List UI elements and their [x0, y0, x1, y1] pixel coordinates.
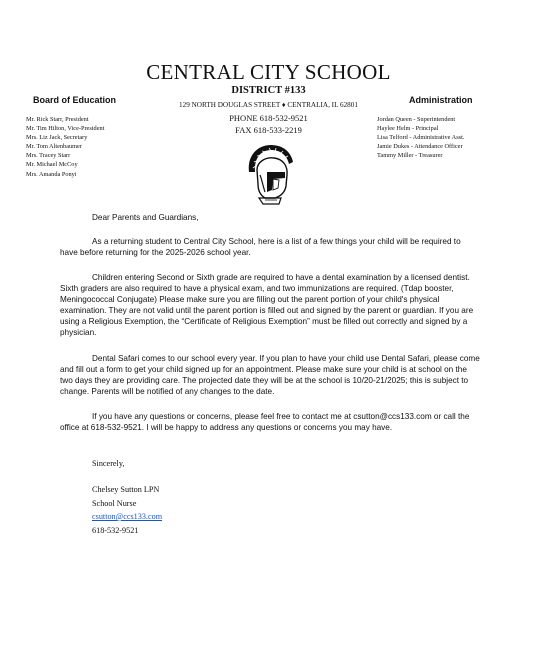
board-member: Mr. Michael McCoy	[26, 161, 78, 169]
letter-paragraph: Children entering Second or Sixth grade are required to have a dental examination by a licensed dentist. Sixth graders are also required to have a physical exam, and two immunizations are required. (Tdap booster, Meningococcal Conjugate) Please make sure you are filling out the parent portion of your child's physical examination. They are not valid until the parent portion is filled out and signed by the parent or guardian. If you are using a Religious Exemption, the “Certificate of Religious Exemption” must be filled out correctly and signed by a physician.	[60, 273, 474, 337]
board-member-list	[26, 115, 104, 179]
signature-block	[92, 483, 162, 537]
board-member: Mr. Tim Hilton, Vice-President	[26, 125, 105, 133]
signature-phone: 618-532-9521	[92, 525, 139, 535]
school-address: 129 NORTH DOUGLAS STREET ♦ CENTRALIA, IL 62801	[179, 101, 358, 109]
board-heading: Board of Education	[33, 95, 116, 105]
administration-heading: Administration	[409, 95, 473, 105]
board-member: Mr. Tom Altenbaumer	[26, 143, 82, 151]
administrator: Jordan Queen - Superintendent	[377, 116, 456, 123]
signature-title: School Nurse	[92, 498, 137, 508]
district-number: DISTRICT #133	[231, 85, 306, 96]
signature-name: Chelsey Sutton LPN	[92, 485, 160, 494]
administrator: Lisa Telford - Administrative Asst.	[377, 134, 465, 142]
board-member: Mrs. Liz Jack, Secretary	[26, 134, 88, 142]
board-member: Mrs. Tracey Starr	[26, 152, 71, 160]
letter-greeting: Dear Parents and Guardians,	[92, 213, 199, 222]
school-name: CENTRAL CITY SCHOOL	[146, 60, 391, 84]
board-member: Mr. Rick Starr, President	[26, 116, 89, 123]
board-member: Mrs. Amanda Ponyi	[26, 170, 77, 178]
letter-paragraph: If you have any questions or concerns, please feel free to contact me at csutton@ccs133.com or call the office at 618-532-9521. I will be happy to address any questions or concerns you may have.	[60, 412, 470, 432]
administrator: Jamie Dukes - Attendance Officer	[377, 143, 463, 151]
spartan-helmet-icon	[243, 142, 296, 208]
letter-paragraph: Dental Safari comes to our school every year. If you plan to have your child use Dental Safari, please come and fill out a form to get your child signed up for an appointment. Please make sure your child is at school on the two days they are providing care. The projected date they will be at the school is 10/20-21/2025; this is subject to change. Parents will be notified of any changes to the date.	[60, 354, 480, 396]
administrator: Haylee Helm - Principal	[377, 125, 439, 133]
letter-closing: Sincerely,	[92, 459, 125, 468]
administration-list	[377, 115, 464, 160]
signature-email-link[interactable]: csutton@ccs133.com	[92, 512, 163, 521]
administrator: Tammy Miller - Treasurer	[377, 152, 443, 160]
letter-paragraph: As a returning student to Central City School, here is a list of a few things your child will be required to have before returning for the 2025-2026 school year.	[60, 237, 461, 257]
school-fax: FAX 618-533-2219	[235, 125, 302, 135]
school-phone: PHONE 618-532-9521	[229, 113, 308, 123]
